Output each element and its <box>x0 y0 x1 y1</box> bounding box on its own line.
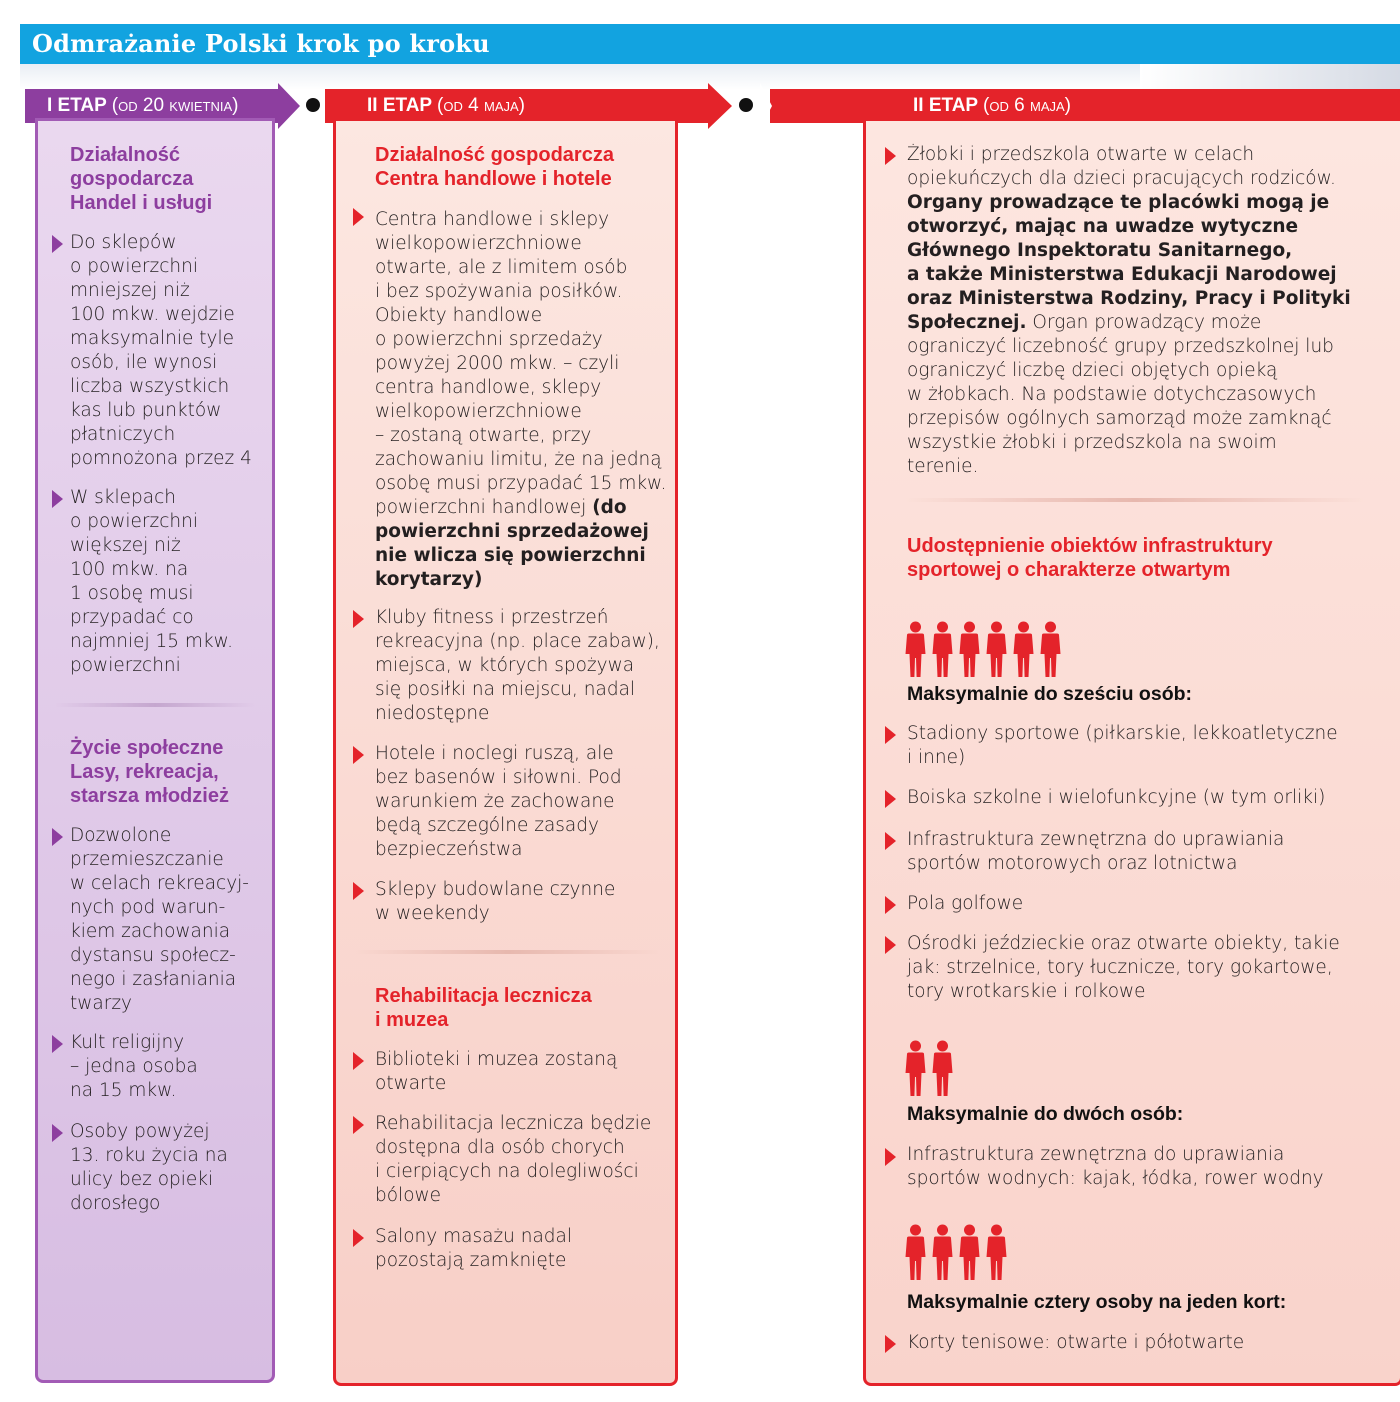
stage-3-item <box>907 722 1338 770</box>
bold-span: Społecznej. <box>907 312 1027 333</box>
text-line: ograniczyć liczebność grupy przedszkolnej lub <box>907 336 1334 357</box>
people-icons-4 <box>904 1224 1008 1280</box>
text-line: pomnożona przez 4 <box>70 448 252 469</box>
section-divider <box>905 498 1365 502</box>
text-line <box>907 239 1351 263</box>
person-icon <box>931 621 954 677</box>
text-line: liczba wszystkich <box>70 376 230 397</box>
text-line: wszystkie żłobki i przedszkola na swoim <box>907 432 1277 453</box>
stage-2-date: (od 4 maja) <box>437 95 525 116</box>
stage-2-section-1-heading <box>375 143 614 191</box>
person-icon <box>958 621 981 677</box>
heading-line: Życie społeczne <box>70 737 224 759</box>
heading-line: starsza młodzież <box>70 785 229 807</box>
text-line: o powierzchni <box>70 256 198 277</box>
heading-line: Centra handlowe i hotele <box>375 168 612 190</box>
text-line: Pola golfowe <box>907 893 1024 914</box>
text-span: Organ prowadzący może <box>1026 312 1262 333</box>
text-line: warunkiem że zachowane <box>375 791 615 812</box>
bullet-icon <box>353 1052 364 1070</box>
text-line: wielkopowierzchniowe <box>375 401 582 422</box>
text-line: Korty tenisowe: otwarte i półotwarte <box>907 1332 1245 1353</box>
text-line: wielkopowierzchniowe <box>375 233 582 254</box>
bullet-icon <box>52 490 63 508</box>
text-line: i inne) <box>907 747 966 768</box>
bullet-icon <box>353 882 364 900</box>
text-line: Dozwolone <box>70 825 172 846</box>
text-line: Rehabilitacja lecznicza będzie <box>375 1113 652 1134</box>
text-line: miejsca, w których spożywa <box>375 655 635 676</box>
text-line <box>375 568 666 592</box>
text-line: maksymalnie tyle <box>70 328 235 349</box>
bullet-icon <box>885 1148 896 1166</box>
bullet-icon <box>885 896 896 914</box>
text-line: nych pod warun- <box>70 897 226 918</box>
text-line: bez basenów i siłowni. Pod <box>375 767 622 788</box>
stage-2-name: II ETAP <box>367 95 432 116</box>
text-line: bólowe <box>375 1185 442 1206</box>
stage-1-date: (od 20 kwietnia) <box>111 95 239 116</box>
heading-line: i muzea <box>375 1009 449 1031</box>
text-line <box>907 311 1351 335</box>
bullet-icon <box>52 1124 63 1142</box>
text-line: Biblioteki i muzea zostaną <box>375 1049 618 1070</box>
stage-3-item <box>907 828 1284 876</box>
group-2-label: Maksymalnie do dwóch osób: <box>907 1103 1184 1125</box>
person-icon <box>931 1040 954 1096</box>
stage-1-name: I ETAP <box>47 95 107 116</box>
text-line: W sklepach <box>70 487 177 508</box>
text-line: Osoby powyżej <box>70 1121 210 1142</box>
text-line: najmniej 15 mkw. <box>70 631 233 652</box>
text-line: Infrastruktura zewnętrzna do uprawiania <box>907 1144 1285 1165</box>
stage-1-item <box>70 1031 198 1103</box>
text-line: rekreacyjna (np. place zabaw), <box>375 631 660 652</box>
heading-line: Rehabilitacja lecznicza <box>375 985 592 1007</box>
group-4-label: Maksymalnie cztery osoby na jeden kort: <box>907 1291 1287 1313</box>
bullet-icon <box>353 1116 364 1134</box>
text-line: w celach rekreacyj- <box>70 873 249 894</box>
stage-1-item <box>70 231 252 471</box>
bullet-icon <box>353 746 364 764</box>
stage-1-item <box>70 1120 228 1216</box>
person-icon <box>931 1224 954 1280</box>
text-line: płatniczych <box>70 424 176 445</box>
section-divider <box>355 950 660 954</box>
bold-span: powierzchni sprzedażowej <box>375 521 649 542</box>
person-icon <box>904 621 927 677</box>
text-line: bezpieczeństwa <box>375 839 523 860</box>
bullet-icon <box>52 828 63 846</box>
bold-span: otworzyć, mając na uwadze wytyczne <box>907 216 1299 237</box>
stage-3-date: (od 6 maja) <box>983 95 1071 116</box>
bold-span: Głównego Inspektoratu Sanitarnego, <box>907 240 1293 261</box>
text-line: o powierzchni sprzedaży <box>375 329 603 350</box>
text-line: terenie. <box>907 456 979 477</box>
stage-2-item <box>375 1112 651 1208</box>
text-line: kiem zachowania <box>70 921 231 942</box>
stage-3-item <box>907 892 1023 916</box>
person-icon <box>904 1040 927 1096</box>
stage-3-arrow-notch <box>760 83 772 129</box>
bullet-icon <box>353 208 364 226</box>
text-line: dystansu społecz- <box>70 945 236 966</box>
stage-2-item <box>375 1048 617 1096</box>
group-6-label: Maksymalnie do sześciu osób: <box>907 683 1193 705</box>
heading-line: Działalność <box>70 144 181 166</box>
heading-line: sportowej o charakterze otwartym <box>907 559 1231 581</box>
bold-span: (do <box>592 497 627 518</box>
bullet-icon <box>885 832 896 850</box>
stage-1-section-1-heading <box>70 143 212 215</box>
text-line: o powierzchni <box>70 511 198 532</box>
bullet-icon <box>885 1335 896 1353</box>
text-line: twarzy <box>70 993 132 1014</box>
stage-1-arrow-tip <box>278 83 300 129</box>
text-line <box>907 263 1351 287</box>
text-line: ograniczyć liczbę dzieci objętych opieką <box>907 360 1278 381</box>
text-line: jak: strzelnice, tory łucznicze, tory gokartowe, <box>907 957 1333 978</box>
stage-3-intro <box>907 143 1351 479</box>
text-line: przepisów ogólnych samorząd może zamknąć <box>907 408 1332 429</box>
text-line: Infrastruktura zewnętrzna do uprawiania <box>907 829 1285 850</box>
heading-line: Działalność gospodarcza <box>375 144 614 166</box>
timeline-dot-2 <box>739 98 753 112</box>
text-line: 1 osobę musi <box>70 583 194 604</box>
bullet-icon <box>353 1229 364 1247</box>
text-line: powierzchni <box>70 655 181 676</box>
bold-span: a także Ministerstwa Edukacji Narodowej <box>907 264 1337 285</box>
bullet-icon <box>52 235 63 253</box>
people-icons-2 <box>904 1040 954 1096</box>
text-line: przypadać co <box>70 607 194 628</box>
text-line: i bez spożywania posiłków. <box>375 281 623 302</box>
text-line <box>375 496 666 520</box>
person-icon <box>1039 621 1062 677</box>
stage-3-name: II ETAP <box>913 95 978 116</box>
text-line <box>375 544 666 568</box>
stage-3-sport-heading <box>907 534 1273 582</box>
text-line: Stadiony sportowe (piłkarskie, lekkoatletyczne <box>907 723 1338 744</box>
text-line: sportów wodnych: kajak, łódka, rower wodny <box>907 1168 1324 1189</box>
text-line: Żłobki i przedszkola otwarte w celach <box>907 144 1255 165</box>
text-line: opiekuńczych dla dzieci pracujących rodziców. <box>907 168 1336 189</box>
text-line <box>907 287 1351 311</box>
person-icon <box>985 621 1008 677</box>
timeline-dot-1 <box>306 98 320 112</box>
text-line: dorosłego <box>70 1193 161 1214</box>
text-line: kas lub punktów <box>70 400 222 421</box>
text-line: Do sklepów <box>70 232 177 253</box>
bullet-icon <box>885 147 896 165</box>
text-line: pozostają zamknięte <box>375 1250 567 1271</box>
text-line <box>907 191 1351 215</box>
text-line: przemieszczanie <box>70 849 224 870</box>
text-line: Ośrodki jeździeckie oraz otwarte obiekty, takie <box>907 933 1340 954</box>
text-line: mniejszej niż <box>70 280 190 301</box>
text-line: 100 mkw. wejdzie <box>70 304 235 325</box>
stage-2-item <box>375 878 615 926</box>
text-line: Salony masażu nadal <box>375 1226 573 1247</box>
text-line: centra handlowe, sklepy <box>375 377 602 398</box>
bold-span: korytarzy) <box>375 569 483 590</box>
text-line: powyżej 2000 mkw. – czyli <box>375 353 620 374</box>
text-line <box>375 520 666 544</box>
text-line: większej niż <box>70 535 181 556</box>
person-icon <box>985 1224 1008 1280</box>
text-line: otwarte <box>375 1073 447 1094</box>
text-line <box>907 215 1351 239</box>
heading-line: Udostępnienie obiektów infrastruktury <box>907 535 1273 557</box>
text-line: się posiłki na miejscu, nadal <box>375 679 636 700</box>
text-line: Kult religijny <box>70 1032 185 1053</box>
bullet-icon <box>885 936 896 954</box>
bullet-icon <box>885 726 896 744</box>
text-line: nego i zasłaniania <box>70 969 237 990</box>
text-line: Hotele i noclegi ruszą, ale <box>375 743 614 764</box>
people-icons-6 <box>904 621 1062 677</box>
text-line: osób, ile wynosi <box>70 352 218 373</box>
text-line: niedostępne <box>375 703 490 724</box>
stage-3-item <box>907 1143 1324 1191</box>
text-line: Boiska szkolne i wielofunkcyjne (w tym orliki) <box>907 787 1326 808</box>
bullet-icon <box>52 1035 63 1053</box>
text-line: dostępna dla osób chorych <box>375 1137 625 1158</box>
bold-span: oraz Ministerstwa Rodziny, Pracy i Polityki <box>907 288 1351 309</box>
bold-span: nie wlicza się powierzchni <box>375 545 646 566</box>
person-icon <box>1012 621 1035 677</box>
stage-2-item <box>375 1225 572 1273</box>
stage-2-item <box>375 606 660 726</box>
text-line: 100 mkw. na <box>70 559 189 580</box>
text-line: Centra handlowe i sklepy <box>375 209 610 230</box>
stage-2-section-2-heading <box>375 984 592 1032</box>
text-line: ulicy bez opieki <box>70 1169 214 1190</box>
text-line: 13. roku życia na <box>70 1145 228 1166</box>
heading-line: Handel i usługi <box>70 192 213 214</box>
stage-3-item <box>907 1331 1244 1355</box>
stage-3-item <box>907 786 1325 810</box>
text-line: otwarte, ale z limitem osób <box>375 257 628 278</box>
stage-1-section-2-heading <box>70 736 229 808</box>
stage-2-arrow-tip <box>708 83 732 129</box>
page-title: Odmrażanie Polski krok po kroku <box>32 29 490 58</box>
text-line: w żłobkach. Na podstawie dotychczasowych <box>907 384 1317 405</box>
person-icon <box>958 1224 981 1280</box>
text-line: Kluby fitness i przestrzeń <box>375 607 609 628</box>
section-divider <box>55 703 255 707</box>
stage-1-item <box>70 824 249 1016</box>
text-line: – jedna osoba <box>70 1056 198 1077</box>
heading-line: Lasy, rekreacja, <box>70 761 219 783</box>
stage-1-item <box>70 486 233 678</box>
bullet-icon <box>353 610 364 628</box>
text-line: zachowaniu limitu, że na jedną <box>375 449 662 470</box>
person-icon <box>904 1224 927 1280</box>
title-bar <box>20 24 1400 64</box>
stage-3-item <box>907 932 1340 1004</box>
text-line: na 15 mkw. <box>70 1080 177 1101</box>
text-line: osobę musi przypadać 15 mkw. <box>375 473 667 494</box>
text-line: będą szczególne zasady <box>375 815 599 836</box>
text-line: Obiekty handlowe <box>375 305 543 326</box>
text-line: – zostaną otwarte, przy <box>375 425 592 446</box>
text-line: w weekendy <box>375 903 490 924</box>
bold-span: Organy prowadzące te placówki mogą je <box>907 192 1330 213</box>
stage-2-item <box>375 742 622 862</box>
text-span: powierzchni handlowej <box>375 497 593 518</box>
stage-2-item <box>375 208 666 592</box>
text-line: i cierpiących na dolegliwości <box>375 1161 639 1182</box>
heading-line: gospodarcza <box>70 168 194 190</box>
bullet-icon <box>885 790 896 808</box>
text-line: tory wrotkarskie i rolkowe <box>907 981 1146 1002</box>
text-line: sportów motorowych oraz lotnictwa <box>907 853 1238 874</box>
text-line: Sklepy budowlane czynne <box>375 879 616 900</box>
